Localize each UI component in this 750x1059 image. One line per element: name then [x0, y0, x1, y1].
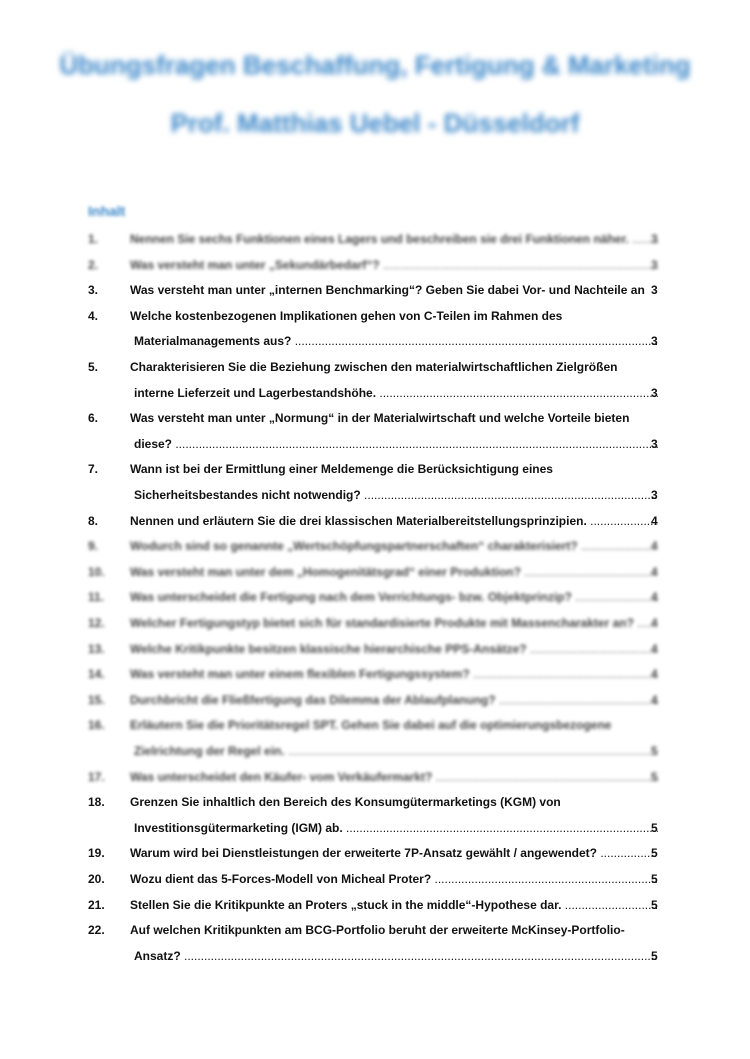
toc-entry-22[interactable]	[0, 947, 750, 965]
toc-entry-18[interactable]	[0, 819, 750, 837]
toc-entry-number: 2.	[88, 257, 99, 272]
toc-entry-number: 14.	[88, 667, 105, 682]
toc-entry-title: Wann ist bei der Ermittlung einer Meldemenge die Berücksichtigung eines	[130, 462, 553, 477]
toc-page-number: 4	[651, 590, 658, 605]
toc-entry-16[interactable]	[0, 742, 750, 760]
toc-entry-4[interactable]	[0, 307, 750, 325]
toc-entry-7[interactable]	[0, 486, 750, 504]
toc-entry-6[interactable]	[0, 435, 750, 453]
toc-entry-19[interactable]	[0, 844, 750, 862]
toc-entry-number: 3.	[88, 283, 99, 298]
toc-entry-title: Grenzen Sie inhaltlich den Bereich des Konsumgütermarketings (KGM) von	[130, 795, 561, 810]
toc-page-number: 3	[651, 436, 658, 451]
toc-entry-title: Charakterisieren Sie die Beziehung zwischen den materialwirtschaftlichen Zielgrößen	[130, 360, 618, 374]
toc-entry-title: Welche kostenbezogenen Implikationen gehen von C-Teilen im Rahmen des	[130, 308, 563, 323]
toc-page-number: 5	[651, 948, 658, 963]
toc-entry-title: Investitionsgütermarketing (IGM) ab. .....	[134, 819, 658, 837]
toc-page-number: 3	[651, 488, 658, 502]
toc-page-number: 3	[651, 257, 658, 272]
toc-page-number: 4	[651, 692, 658, 707]
toc-entry-number: 1.	[88, 232, 99, 246]
toc-entry-title: Was versteht man unter „Sekundärbedarf“? .....	[130, 256, 658, 274]
toc-entry-7[interactable]	[0, 460, 750, 478]
toc-entry-title: Welcher Fertigungstyp bietet sich für standardisierte Produkte mit Massencharakter an? .....	[130, 614, 658, 632]
toc-entry-15[interactable]	[0, 691, 750, 709]
toc-entry-8[interactable]	[0, 512, 750, 530]
toc-entry-2[interactable]	[0, 256, 750, 274]
toc-entry-6[interactable]	[0, 409, 750, 427]
document-title: Übungsfragen Beschaffung, Fertigung & Marketing	[59, 50, 691, 80]
toc-page-number: 4	[651, 513, 658, 528]
toc-entry-title: Nennen Sie sechs Funktionen eines Lagers und beschreiben sie drei Funktionen näher. .....	[130, 230, 658, 248]
toc-entry-number: 9.	[88, 539, 99, 554]
toc-entry-1[interactable]	[0, 230, 750, 248]
toc-entry-16[interactable]	[0, 716, 750, 734]
toc-page-number: 3	[651, 232, 658, 246]
toc-entry-number: 13.	[88, 641, 105, 656]
toc-entry-number: 15.	[88, 692, 105, 707]
toc-entry-number: 16.	[88, 718, 105, 733]
toc-entry-title: Ansatz? .....	[134, 947, 658, 965]
toc-entry-title: Was versteht man unter dem „Homogenitätsgrad“ einer Produktion? .....	[130, 563, 658, 581]
toc-entry-5[interactable]	[0, 358, 750, 376]
toc-entry-title: Sicherheitsbestandes nicht notwendig? .....	[134, 486, 658, 504]
toc-entry-title: Was versteht man unter „Normung“ in der Materialwirtschaft und welche Vorteile bieten	[130, 411, 630, 426]
toc-entry-4[interactable]	[0, 332, 750, 350]
toc-page-number: 3	[651, 283, 658, 298]
toc-entry-title: Wodurch sind so genannte „Wertschöpfungspartnerschaften“ charakterisiert? .....	[130, 537, 658, 555]
toc-entry-number: 12.	[88, 616, 105, 630]
toc-entry-20[interactable]	[0, 870, 750, 888]
toc-heading: Inhalt	[88, 203, 126, 219]
toc-page-number: 5	[651, 872, 658, 886]
toc-entry-number: 20.	[88, 872, 105, 886]
toc-page-number: 4	[651, 667, 658, 682]
toc-entry-number: 10.	[88, 564, 105, 579]
toc-entry-title: diese? .....	[134, 435, 658, 453]
toc-entry-title: Was versteht man unter einem flexiblen Fertigungssystem? .....	[130, 665, 658, 683]
toc-entry-13[interactable]	[0, 640, 750, 658]
toc-entry-number: 19.	[88, 846, 105, 861]
toc-page-number: 5	[651, 744, 658, 758]
toc-entry-3[interactable]	[0, 281, 750, 299]
toc-page-number: 4	[651, 641, 658, 656]
toc-entry-title: Zielrichtung der Regel ein. .....	[134, 742, 658, 760]
toc-entry-number: 7.	[88, 462, 99, 477]
toc-entry-number: 5.	[88, 360, 99, 374]
toc-entry-title: Wozu dient das 5-Forces-Modell von Micheal Proter? .....	[130, 870, 658, 888]
toc-entry-12[interactable]	[0, 614, 750, 632]
toc-page-number: 4	[651, 616, 658, 630]
toc-entry-title: Durchbricht die Fließfertigung das Dilemma der Ablaufplanung? .....	[130, 691, 658, 709]
toc-entry-17[interactable]	[0, 768, 750, 786]
toc-page-number: 5	[651, 897, 658, 912]
toc-entry-number: 8.	[88, 513, 99, 528]
toc-entry-number: 4.	[88, 308, 99, 323]
toc-entry-10[interactable]	[0, 563, 750, 581]
toc-entry-title: Was unterscheidet die Fertigung nach dem Verrichtungs- bzw. Objektprinzip? .....	[130, 588, 658, 606]
toc-entry-title: interne Lieferzeit und Lagerbestandshöhe. .....	[134, 384, 658, 402]
toc-entry-number: 18.	[88, 795, 105, 810]
toc-entry-number: 11.	[88, 590, 105, 605]
toc-entry-11[interactable]	[0, 588, 750, 606]
toc-entry-21[interactable]	[0, 896, 750, 914]
toc-page-number: 3	[651, 385, 658, 400]
toc-entry-title: Warum wird bei Dienstleistungen der erweiterte 7P-Ansatz gewählt / angewendet? .....	[130, 844, 658, 862]
toc-page-number: 4	[651, 564, 658, 579]
document-subtitle: Prof. Matthias Uebel - Düsseldorf	[170, 108, 580, 138]
toc-entry-title: Stellen Sie die Kritikpunkte an Proters „stuck in the middle“-Hypothese dar. .....	[130, 896, 658, 914]
toc-entry-number: 21.	[88, 897, 105, 912]
toc-entry-title: Materialmanagements aus? .....	[134, 332, 658, 350]
toc-entry-22[interactable]	[0, 921, 750, 939]
toc-entry-title: Was versteht man unter „internen Benchmarking“? Geben Sie dabei Vor- und Nachteile an	[130, 283, 645, 298]
toc-entry-number: 22.	[88, 923, 105, 938]
toc-page-number: 3	[651, 334, 658, 349]
toc-page-number: 5	[651, 820, 658, 835]
toc-entry-title: Nennen und erläutern Sie die drei klassischen Materialbereitstellungsprinzipien. .....	[130, 512, 658, 530]
toc-entry-title: Was unterscheidet den Käufer- vom Verkäufermarkt? .....	[130, 768, 658, 786]
toc-page-number: 5	[651, 769, 658, 784]
toc-entry-9[interactable]	[0, 537, 750, 555]
toc-entry-title: Welche Kritikpunkte besitzen klassische hierarchische PPS-Ansätze? .....	[130, 640, 658, 658]
toc-entry-18[interactable]	[0, 793, 750, 811]
toc-entry-number: 6.	[88, 411, 99, 426]
toc-entry-title: Auf welchen Kritikpunkten am BCG-Portfolio beruht der erweiterte McKinsey-Portfolio-	[130, 923, 625, 938]
toc-page-number: 4	[651, 539, 658, 554]
toc-entry-14[interactable]	[0, 665, 750, 683]
toc-page-number: 5	[651, 846, 658, 861]
toc-entry-number: 17.	[88, 769, 105, 784]
toc-entry-5[interactable]	[0, 384, 750, 402]
toc-entry-title: Erläutern Sie die Prioritätsregel SPT. Gehen Sie dabei auf die optimierungsbezogene	[130, 718, 612, 733]
